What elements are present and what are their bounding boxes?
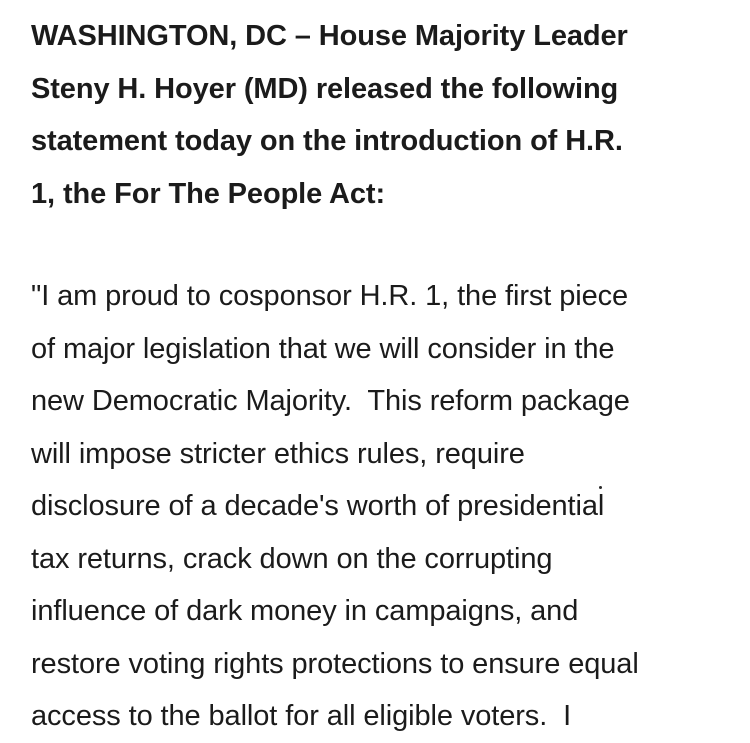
lead-line: statement today on the introduction of H.R.: [31, 125, 623, 157]
quote-line: tax returns, crack down on the corrupting: [31, 542, 553, 575]
lead-line: WASHINGTON, DC – House Majority Leader: [31, 20, 628, 52]
stray-dot-mark: [599, 486, 602, 489]
quote-line: influence of dark money in campaigns, and: [31, 595, 579, 627]
quote-line: access to the ballot for all eligible voters. I: [31, 700, 572, 732]
quote-line: disclosure of a decade's worth of presidential: [31, 490, 605, 522]
lead-line: 1, the For The People Act:: [31, 177, 386, 210]
document-body: [31, 10, 741, 743]
quote-line: of major legislation that we will consider in the: [31, 332, 615, 365]
quote-line: "I am proud to cosponsor H.R. 1, the first piece: [31, 280, 629, 312]
lead-line: Steny H. Hoyer (MD) released the following: [31, 72, 619, 105]
quote-line: new Democratic Majority. This reform package: [31, 385, 630, 417]
quote-line: will impose stricter ethics rules, require: [31, 437, 525, 470]
quote-paragraph: [31, 270, 741, 743]
lead-paragraph: [31, 10, 741, 220]
quote-line: restore voting rights protections to ensure equal: [31, 647, 639, 680]
